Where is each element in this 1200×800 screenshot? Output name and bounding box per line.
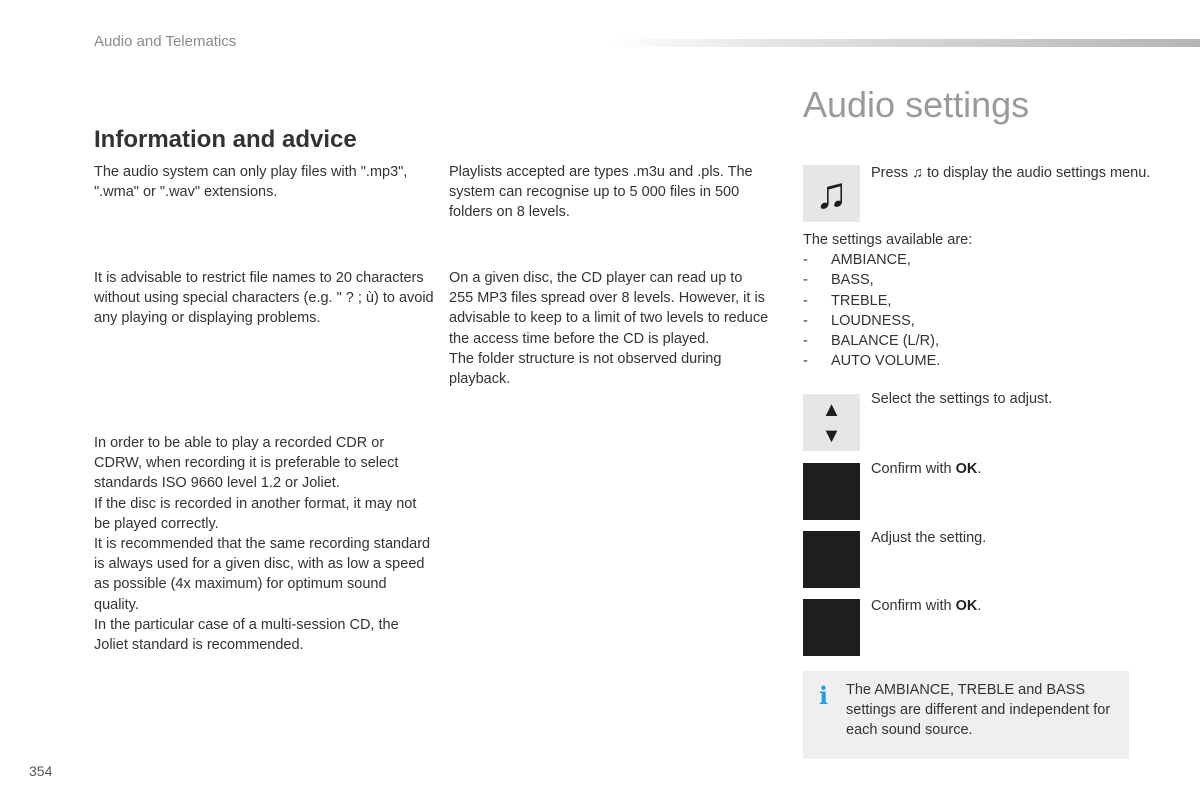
settings-list — [803, 230, 1143, 371]
setting-bass: BASS, — [831, 272, 874, 289]
music-key-icon: ♫ — [803, 165, 860, 222]
paragraph-file-extensions: The audio system can only play files with ".mp3", ".wma" or ".wav" extensions. — [94, 164, 408, 201]
arrow-down-icon: ▼ — [821, 424, 842, 447]
list-item: - AUTO VOLUME. — [803, 351, 1143, 371]
paragraph-file-names: It is advisable to restrict file names to 20 characters without using special characters (e.g. " ? ; ù) to avoid any playing or displaying problems. — [94, 270, 434, 327]
step-press-label: Press — [871, 165, 909, 181]
ok-key-label: OK — [955, 461, 978, 477]
paragraph-cd-levels — [449, 268, 769, 389]
step-confirm-first: Confirm with OK. — [871, 461, 982, 477]
setting-treble: TREBLE, — [831, 292, 892, 309]
page-number: 354 — [29, 763, 53, 779]
info-icon: i — [819, 681, 829, 710]
step-confirm-label: Confirm with — [871, 598, 952, 614]
step-adjust-setting: Adjust the setting. — [871, 530, 987, 546]
step-select-settings: Select the settings to adjust. — [871, 391, 1053, 407]
list-item: - LOUDNESS, — [803, 311, 1143, 331]
paragraph-playlists: Playlists accepted are types .m3u and .pls. The system can recognise up to 5 000 files in 500 folders on 8 levels. — [449, 164, 753, 221]
section-title-information: Information and advice — [94, 126, 357, 153]
list-item: - BASS, — [803, 270, 1143, 290]
list-item: - AMBIANCE, — [803, 250, 1143, 270]
paragraph-cd-recording — [94, 433, 434, 655]
setting-auto-volume: AUTO VOLUME. — [831, 353, 941, 370]
paragraph-cdr-standards: In order to be able to play a recorded CDR or CDRW, when recording it is preferable to select standards ISO 9660 level 1.2 or Joliet. — [94, 435, 399, 492]
adjust-key-icon — [803, 531, 860, 588]
settings-intro: The settings available are: — [803, 232, 973, 248]
ok-key-icon — [803, 463, 860, 520]
list-item: - TREBLE, — [803, 291, 1143, 311]
paragraph-recording-speed: It is recommended that the same recording standard is always used for a given disc, with as low a speed as possible (4x maximum) for optimum sound quality. — [94, 536, 431, 613]
header-gradient-bar — [605, 39, 1200, 47]
setting-ambiance: AMBIANCE, — [831, 252, 911, 269]
step-press-music — [871, 163, 1161, 183]
info-note-text: The AMBIANCE, TREBLE and BASS settings are different and independent for each sound source. — [846, 682, 1111, 739]
step-press-description: to display the audio settings menu. — [927, 165, 1151, 181]
paragraph-folder-structure: The folder structure is not observed during playback. — [449, 350, 722, 388]
list-item: - BALANCE (L/R), — [803, 331, 1143, 351]
paragraph-mp3-levels: On a given disc, the CD player can read up to 255 MP3 files spread over 8 levels. However, it is advisable to keep to a limit of two levels to reduce the access time before the CD is played. — [449, 270, 769, 347]
paragraph-other-format: If the disc is recorded in another format, it may not be played correctly. — [94, 495, 417, 532]
paragraph-multi-session: In the particular case of a multi-session CD, the Joliet standard is recommended. — [94, 616, 399, 654]
arrow-up-icon: ▲ — [821, 398, 842, 421]
running-header: Audio and Telematics — [94, 33, 237, 50]
setting-balance: BALANCE (L/R), — [831, 333, 939, 350]
up-down-arrows-key — [803, 394, 860, 451]
ok-key-label: OK — [955, 598, 978, 614]
ok-key-icon — [803, 599, 860, 656]
setting-loudness: LOUDNESS, — [831, 312, 915, 329]
step-confirm-second: Confirm with OK. — [871, 598, 982, 614]
music-note-icon: ♫ — [912, 165, 923, 181]
section-title-audio-settings: Audio settings — [803, 84, 1030, 125]
info-note-box — [803, 671, 1129, 759]
step-confirm-label: Confirm with — [871, 461, 952, 477]
